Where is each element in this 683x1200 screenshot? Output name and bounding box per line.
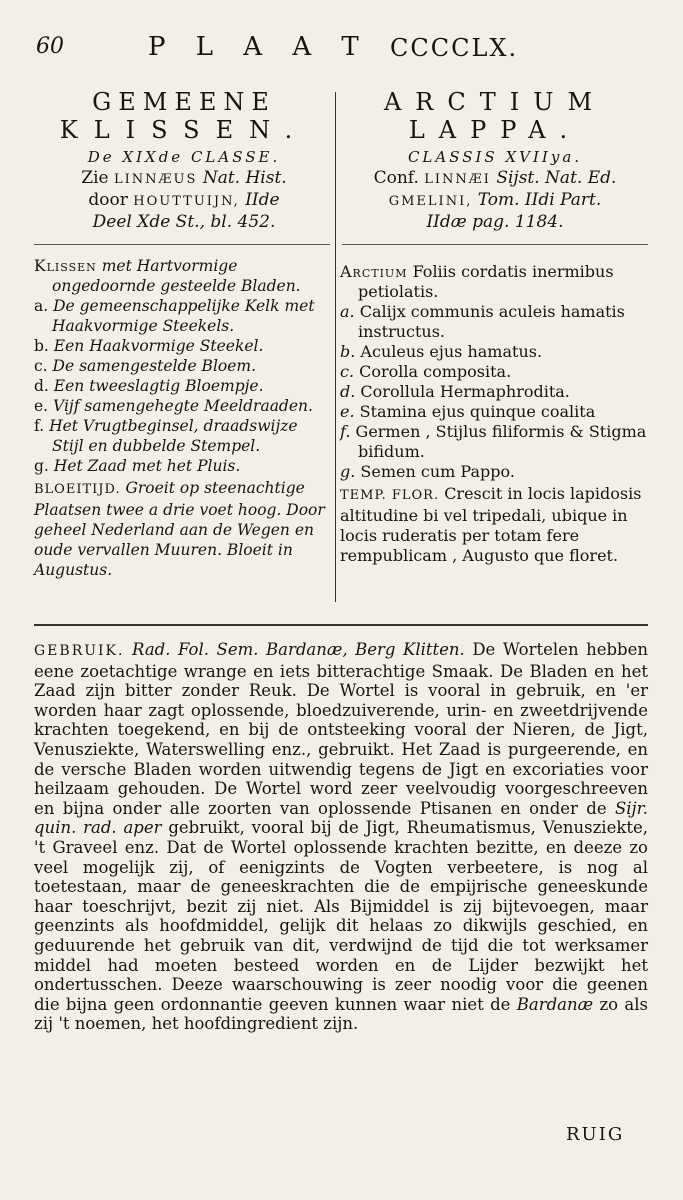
ref-author: HOUTTUIJN, (133, 194, 240, 209)
item-key: g. (340, 462, 356, 481)
latin-class: CLASSIS XVIIya. (407, 148, 583, 166)
item-key: b. (340, 342, 356, 361)
item-key: f. (34, 417, 45, 435)
item-key: d. (34, 377, 49, 395)
item-key: a. (34, 297, 49, 315)
dutch-class: De XIXde CLASSE. (87, 148, 281, 166)
plate-heading: P L A A T (148, 32, 370, 62)
ref-work: Sijst. Nat. Ed. (496, 168, 617, 188)
item-text: Een Haakvormige Steekel. (53, 337, 264, 355)
item-text: Vijf samengehegte Meeldraaden. (53, 397, 313, 415)
item-text: Semen cum Pappo. (360, 462, 515, 481)
usage-text: De Wortelen hebben eene zoetachtige wrange en iets bitterachtige Smaak. De Bladen en het Zaad zijn bitter zonder Reuk. De Wortel is vooral in gebruik, en 'er worden haar zagt oplossende, bloedzuiverende, urin- en zweetdrijvende krachten toegekend, en bij de ontsteeking vooral der Nieren, de Jigt, Venusziekte, Waterswelling enz., gebruikt. Het Zaad is purgeerende, en de versche Bladen worden uitwendig tegens de Jigt en excoriaties voor heilzaam gehouden. De Wortel word zeer veelvoudig voorgeschreeven en bijna onder alle zoorten van oplossende Ptisanen en onder de (34, 640, 648, 818)
diagnosis: Foliis cordatis inermibus petiolatis. (358, 262, 614, 301)
usage-parts: Rad. Fol. Sem. Bardanæ, Berg Klitten. (132, 640, 465, 659)
dutch-title-line1: GEMEENE (92, 88, 276, 116)
column-divider (335, 92, 336, 602)
ref-editor: GMELINI, (388, 194, 473, 209)
item-text: Germen , Stijlus filiformis & Stigma bifidum. (355, 422, 647, 461)
item-key: c. (340, 362, 355, 381)
ref-word: Zie (81, 168, 109, 188)
temp-label: TEMP. FLOR. (340, 488, 440, 503)
item-text: De gemeenschappelijke Kelk met Haakvormige Steekels. (52, 297, 315, 335)
item-key: e. (34, 397, 49, 415)
dutch-reference (34, 168, 334, 232)
item-key: f. (340, 422, 351, 441)
latin-column (340, 88, 650, 232)
dutch-description (34, 256, 334, 580)
item-text: Het Zaad met het Pluis. (53, 457, 241, 475)
ref-volume: Tom. IIdi Part. (477, 190, 602, 210)
bloei-label: BLOEITIJD. (34, 482, 121, 497)
item-key: b. (34, 337, 49, 355)
ref-volume: IIde (245, 190, 280, 210)
right-section-rule (342, 244, 648, 245)
ref-work: Nat. Hist. (202, 168, 287, 188)
temp-text: Crescit in locis lapidosis altitudine bi vel tripedali, ubique in locis ruderatis per totam fere rempublicam , Augusto que floret. (340, 484, 642, 565)
latin-title-line1: ARCTIUM (383, 88, 607, 116)
dutch-title-line2: KLISSEN. (59, 116, 309, 144)
usage-pharmacy: Sijr. quin. rad. aper (34, 798, 648, 838)
item-text: Stamina ejus quinque coalita (359, 402, 596, 421)
item-text: Het Vrugtbeginsel, draadswijze Stijl en dubbelde Stempel. (49, 417, 298, 455)
section-rule (34, 624, 648, 626)
ref-word: Conf. (373, 168, 419, 188)
ref-word: door (88, 190, 128, 210)
dutch-column (34, 88, 334, 232)
bloei-text: Groeit op steenachtige Plaatsen twee a drie voet hoog. Door geheel Nederland aan de Wegen en oude vervallen Muuren. Bloeit in Augustus. (34, 479, 325, 579)
item-text: Een tweeslagtig Bloempje. (53, 377, 264, 395)
diagnosis: met Hartvormige ongedoornde gesteelde Bladen. (52, 257, 301, 295)
item-key: c. (34, 357, 48, 375)
ref-page: Deel Xde St., bl. 452. (92, 212, 276, 232)
ref-author: LINNÆI (424, 172, 491, 187)
genus-name: Klissen (34, 257, 97, 275)
ref-author: LINNÆUS (114, 172, 198, 187)
latin-description (340, 262, 650, 566)
item-key: d. (340, 382, 356, 401)
item-key: e. (340, 402, 355, 421)
usage-text: gebruikt, vooral bij de Jigt, Rheumatismus, Venusziekte, 't Graveel enz. Dat de Wortel oplossende krachten bezitte, en deeze zo veel mogelijk zij, of eenigzints de Vogten verbeetere, is nog al toetestaan, maar de geneeskrachten die de empijrische geneeskunde haar toeschrijvt, bezit zij niet. Als Bijmiddel is zij bijtevoegen, maar geenzints als hoofdmiddel, gelijk dit helaas zo dikwijls geschied, en geduurende het gebruik van dit, verdwijnd de tijd die tot werksamer middel had moeten besteed worden en de Lijder bezwijkt het ondertusschen. Deeze waarschouwing is zeer noodig voor die geenen die bijna geen ordonnantie geeven kunnen waar niet de (34, 818, 648, 1014)
item-key: g. (34, 457, 49, 475)
usage-paragraph (34, 640, 648, 1034)
usage-label: GEBRUIK. (34, 643, 125, 659)
usage-text: zo als zij 't noemen, het hoofdingredient zijn. (34, 994, 648, 1034)
ref-page: IIdæ pag. 1184. (426, 212, 564, 232)
item-text: Calijx communis aculeis hamatis instructus. (358, 302, 625, 341)
usage-bardana: Bardanæ (516, 994, 594, 1014)
item-text: Aculeus ejus hamatus. (360, 342, 543, 361)
page-number: 60 (36, 34, 64, 59)
item-text: Corollula Hermaphrodita. (360, 382, 570, 401)
item-text: De samengestelde Bloem. (52, 357, 257, 375)
left-section-rule (34, 244, 330, 245)
genus-name: Arctium (340, 262, 408, 281)
item-text: Corolla composita. (359, 362, 512, 381)
item-key: a. (340, 302, 355, 321)
catchword: RUIG (566, 1124, 625, 1145)
latin-title-line2: LAPPA. (408, 116, 582, 144)
latin-reference (340, 168, 650, 232)
plate-number: CCCCLX. (390, 34, 519, 62)
